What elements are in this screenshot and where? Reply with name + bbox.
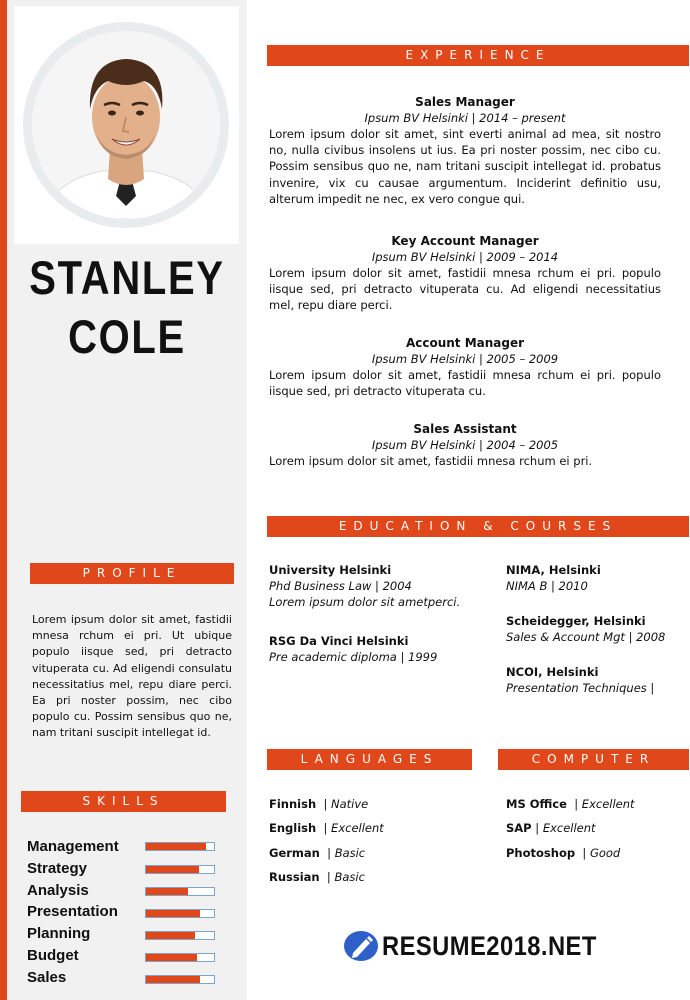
skill-bar <box>145 953 215 962</box>
education-entry <box>269 633 499 665</box>
language-level: Basic <box>334 846 366 860</box>
computer-item: SAP | Excellent <box>506 821 596 835</box>
language-name: English <box>269 821 317 835</box>
computer-skill: Photoshop <box>506 846 576 860</box>
skill-label: Analysis <box>27 882 89 899</box>
computer-header: COMPUTER <box>498 749 689 770</box>
education-institution: NCOI, Helsinki <box>506 665 599 679</box>
footer-logo <box>344 929 626 963</box>
skill-label: Management <box>27 838 119 855</box>
pen-icon <box>344 931 378 961</box>
profile-photo <box>32 31 220 219</box>
photo-frame <box>14 6 239 244</box>
computer-level: Excellent <box>542 821 596 835</box>
job-company: Ipsum BV Helsinki | 2014 – present <box>364 111 566 125</box>
language-item: Finnish | Native <box>269 797 369 811</box>
job-title: Key Account Manager <box>391 234 539 248</box>
language-level: Basic <box>334 870 365 884</box>
language-name: German <box>269 846 320 860</box>
skill-bar-fill <box>146 888 188 895</box>
skill-bar <box>145 842 215 851</box>
computer-skill: MS Office <box>506 797 567 811</box>
job-description: Lorem ipsum dolor sit amet, fastidii mnesa rchum ei pri. <box>269 454 593 468</box>
language-item: German | Basic <box>269 846 366 860</box>
education-entry <box>269 562 499 610</box>
skill-bar-fill <box>146 976 200 983</box>
skill-label: Presentation <box>27 903 118 920</box>
job-description: Lorem ipsum dolor sit amet, sint everti animal ad mea, sit nostro no, nulla civibus insolens ut ius. Ea pri noster possim, nec cibo cu. Possim sensibus quo ne, nam tritani suscipit intellegat id. probatus invenire, vix cu causae argumentum. Inciderint definitio usu, alterum impedit ne nec, ex vero congue qui. <box>269 127 661 206</box>
language-name: Russian <box>269 870 320 884</box>
job-company: Ipsum BV Helsinki | 2004 – 2005 <box>371 438 559 452</box>
computer-level: Excellent <box>581 797 635 811</box>
job-entry <box>269 421 661 469</box>
computer-item: Photoshop | Good <box>506 846 621 860</box>
job-title: Sales Manager <box>415 95 515 109</box>
photo-ring <box>23 22 229 228</box>
skill-bar <box>145 975 215 984</box>
education-institution: RSG Da Vinci Helsinki <box>269 634 409 648</box>
skill-bar <box>145 865 215 874</box>
education-entry <box>506 664 686 696</box>
education-institution: NIMA, Helsinki <box>506 563 601 577</box>
skill-bar <box>145 931 215 940</box>
skill-bar <box>145 909 215 918</box>
language-item: Russian | Basic <box>269 870 365 884</box>
education-institution: Scheidegger, Helsinki <box>506 614 646 628</box>
languages-header: LANGUAGES <box>267 749 472 770</box>
job-description: Lorem ipsum dolor sit amet, fastidii mnesa rchum ei pri. populo iisque sed, pri detracto vituperata cu. <box>269 368 661 399</box>
language-level: Excellent <box>331 821 384 835</box>
education-header: EDUCATION & COURSES <box>267 516 689 537</box>
job-entry <box>269 233 661 314</box>
skill-bar-fill <box>146 910 200 917</box>
last-name: COLE <box>68 310 186 363</box>
job-description: Lorem ipsum dolor sit amet, fastidii mnesa rchum ei pri. populo iisque sed, pri detracto vituperata cu. Ad eligendi necessitatius mel, repu diare perci. <box>269 266 661 313</box>
language-level: Native <box>331 797 369 811</box>
portrait-illustration <box>32 31 220 219</box>
language-name: Finnish <box>269 797 317 811</box>
education-detail: Pre academic diploma | 1999 <box>269 650 438 664</box>
education-entry <box>506 562 686 594</box>
job-company: Ipsum BV Helsinki | 2005 – 2009 <box>371 352 559 366</box>
skills-header: SKILLS <box>21 791 226 812</box>
profile-text: Lorem ipsum dolor sit amet, fastidii mnesa rchum ei pri. Ut ubique populo iisque sed, pri detracto vituperata cu. Ad eligendi consulatu necessitatius mel, repu diare perci. Ea pri noster possim, nec cibo populo cu. Possim sensibus quo ne, nam tritani suscipit intellegat id. <box>32 613 232 740</box>
skill-label: Sales <box>27 969 67 986</box>
skill-label: Strategy <box>27 860 88 877</box>
education-detail: Phd Business Law | 2004 <box>269 579 412 593</box>
education-detail: Lorem ipsum dolor sit ametperci. <box>269 595 461 609</box>
job-company: Ipsum BV Helsinki | 2009 – 2014 <box>371 250 559 264</box>
education-institution: University Helsinki <box>269 563 392 577</box>
skill-bar <box>145 887 215 896</box>
skill-bar-fill <box>146 843 206 850</box>
computer-item: MS Office | Excellent <box>506 797 635 811</box>
skill-bar-fill <box>146 954 197 961</box>
job-title: Sales Assistant <box>413 422 517 436</box>
computer-level: Good <box>589 846 621 860</box>
skill-bar-fill <box>146 932 195 939</box>
education-detail: Presentation Techniques | <box>506 681 655 695</box>
skill-bar-fill <box>146 866 199 873</box>
education-detail: NIMA B | 2010 <box>506 579 588 593</box>
profile-header: PROFILE <box>30 563 234 584</box>
computer-skill: SAP <box>506 821 532 835</box>
experience-header: EXPERIENCE <box>267 45 689 66</box>
skill-label: Budget <box>27 947 79 964</box>
accent-stripe <box>0 0 7 1000</box>
language-item: English | Excellent <box>269 821 384 835</box>
logo-text: RESUME2018.NET <box>382 930 597 961</box>
job-title: Account Manager <box>405 336 525 350</box>
skill-label: Planning <box>27 925 91 942</box>
education-entry <box>506 613 686 645</box>
education-detail: Sales & Account Mgt | 2008 <box>506 630 666 644</box>
job-entry <box>269 335 661 399</box>
job-entry <box>269 94 661 207</box>
first-name: STANLEY <box>29 251 225 304</box>
